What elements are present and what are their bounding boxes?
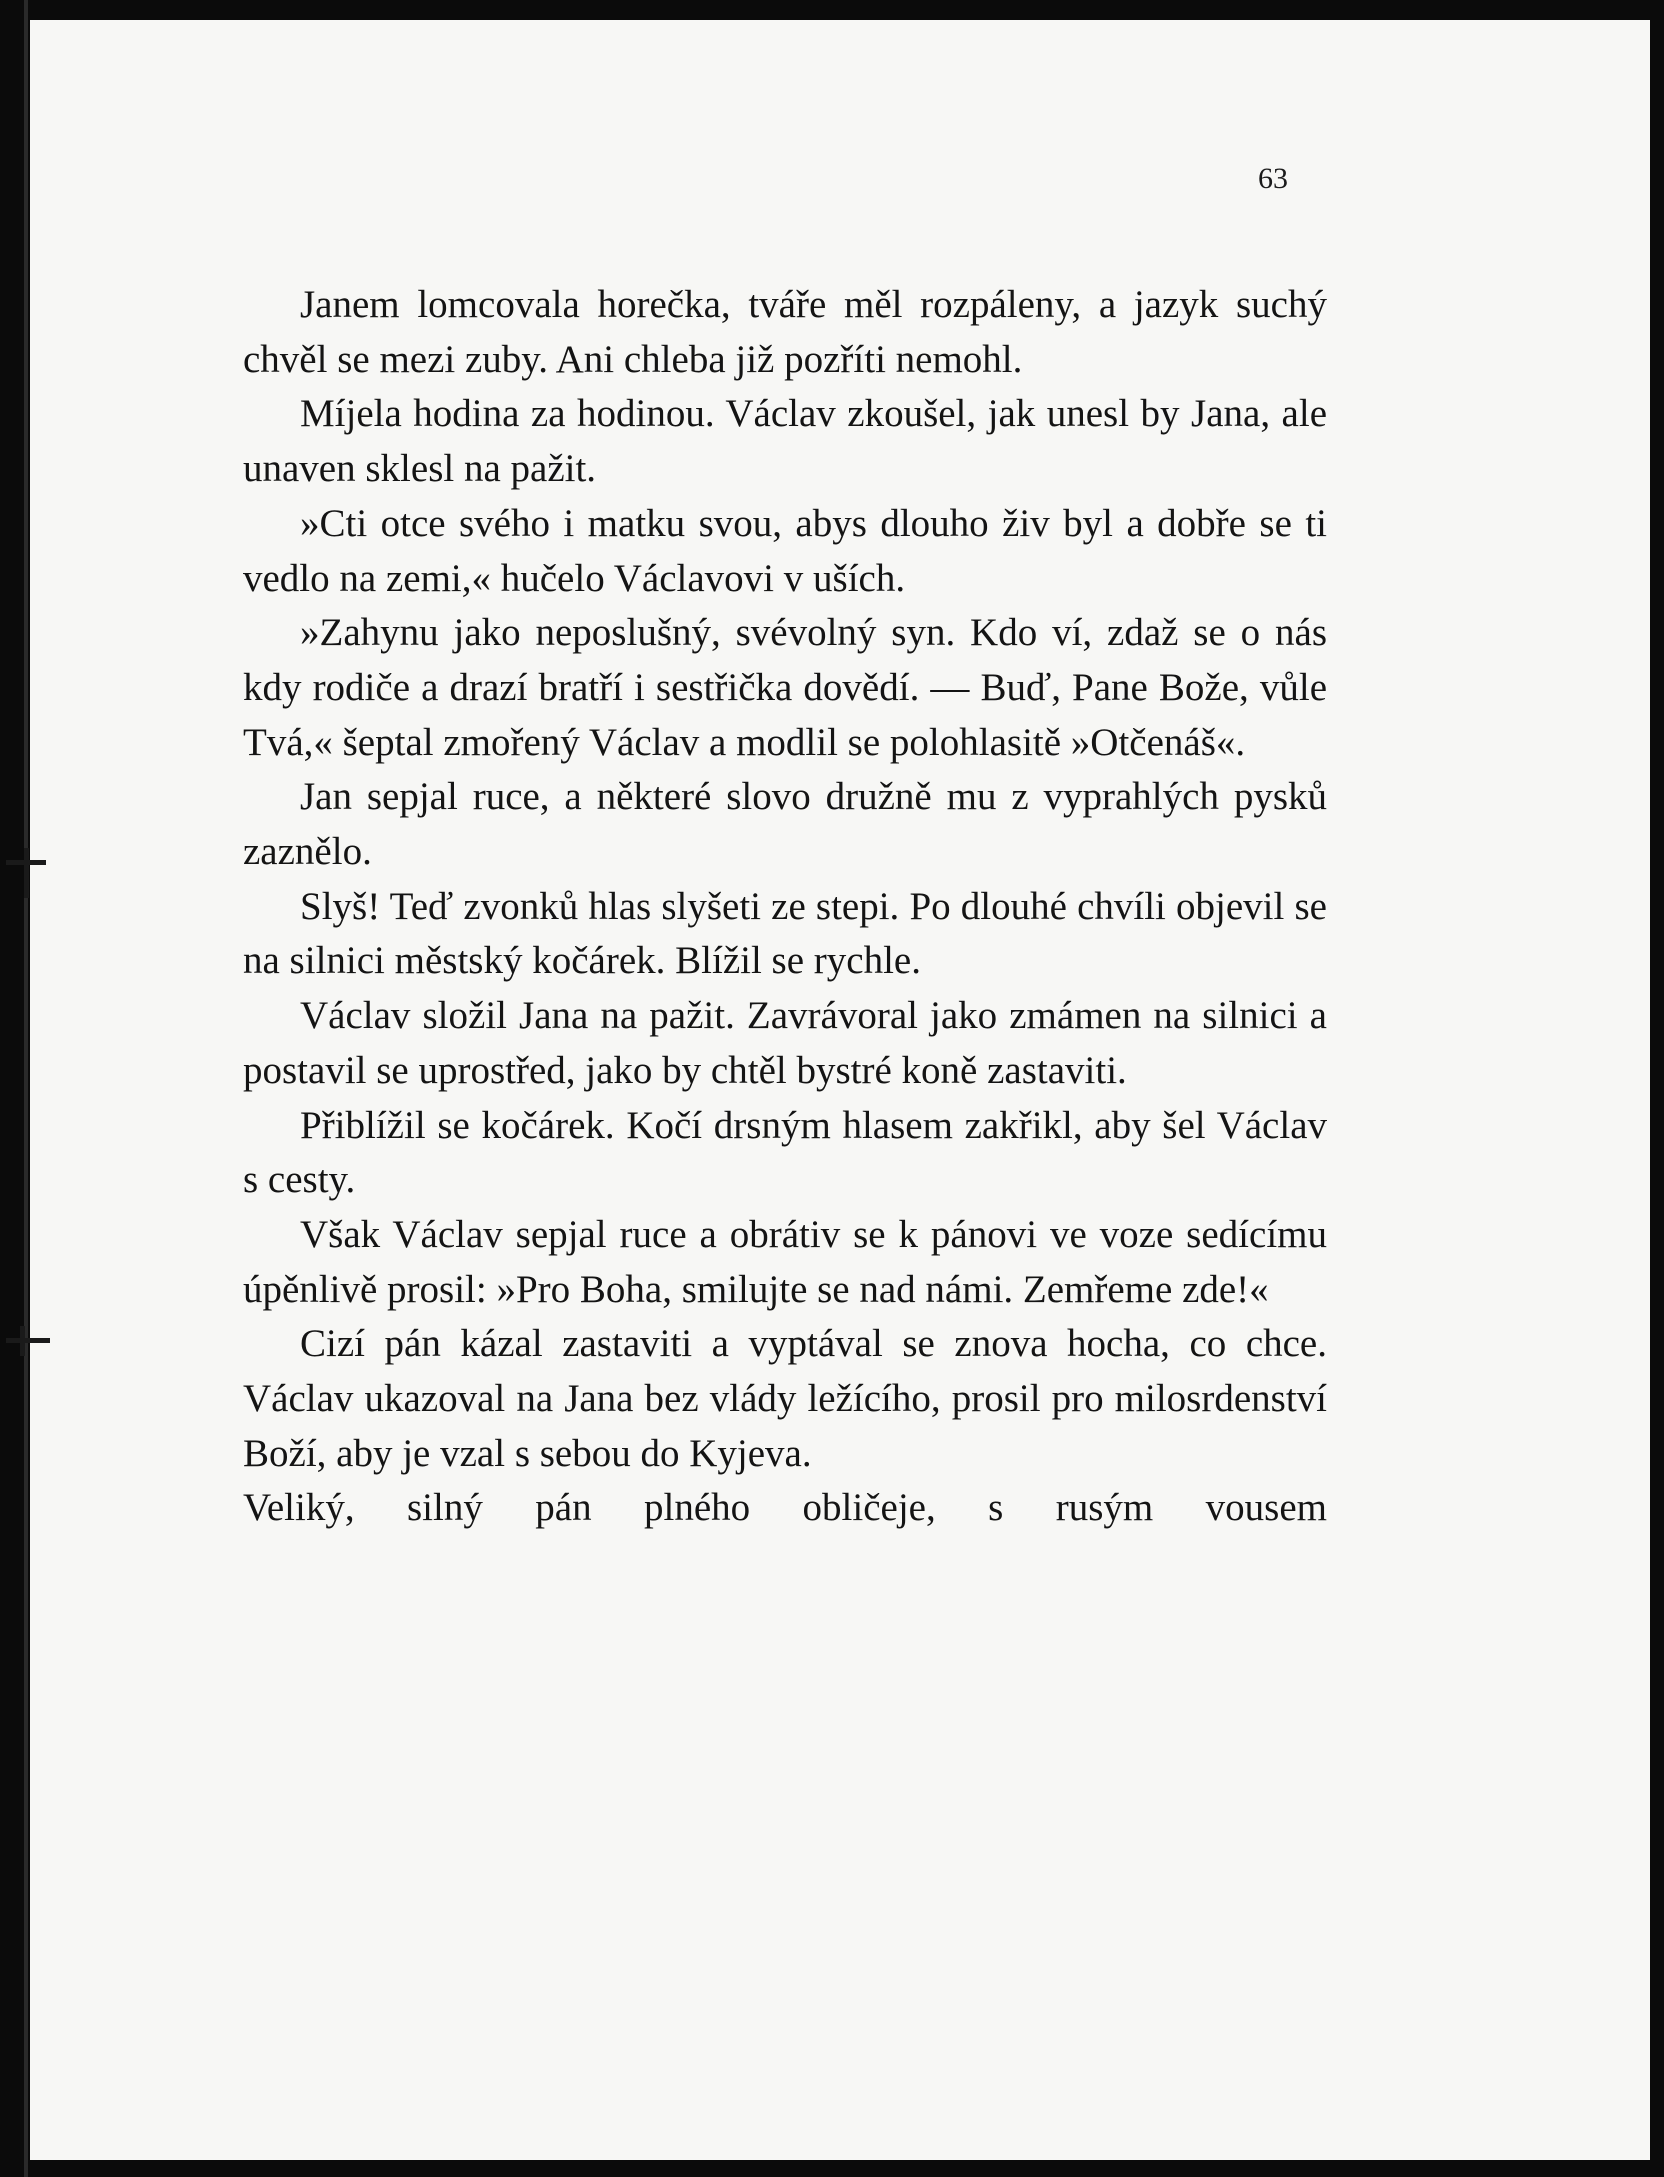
scan-edge <box>24 0 28 2177</box>
paragraph-7: Václav složil Jana na pažit. Zavrávoral jako zmámen na silnici a postavil se uprostřed, jako by chtěl bystré koně zastaviti. <box>243 994 1327 1092</box>
book-page <box>30 20 1650 2160</box>
paragraph-3: »Cti otce svého i matku svou, abys dlouho živ byl a dobře se ti vedlo na zemi,« hučelo Václavovi v uších. <box>243 501 1327 600</box>
margin-mark <box>24 848 29 898</box>
paragraph-8: Přiblížil se kočárek. Kočí drsným hlasem zakřikl, aby šel Václav s cesty. <box>243 1103 1327 1202</box>
margin-mark <box>20 1326 25 1356</box>
paragraph-5: Jan sepjal ruce, a některé slovo družně mu z vyprahlých pysků zaznělo. <box>243 775 1327 874</box>
paragraph-11: Veliký, silný pán plného obličeje, s rusým vousem <box>243 1486 1327 1530</box>
body-text <box>243 278 1327 1536</box>
paragraph-1: Janem lomcovala horečka, tváře měl rozpáleny, a jazyk suchý chvěl se mezi zuby. Ani chleba již pozříti nemohl. <box>243 283 1327 381</box>
paragraph-9: Však Václav sepjal ruce a obrátiv se k pánovi ve voze sedícímu úpěnlivě prosil: »Pro Boha, smilujte se nad námi. Zemřeme zde!« <box>243 1212 1327 1311</box>
paragraph-2: Míjela hodina za hodinou. Václav zkoušel, jak unesl by Jana, ale unaven sklesl na pažit. <box>243 392 1327 491</box>
paragraph-10: Cizí pán kázal zastaviti a vyptával se znova hocha, co chce. Václav ukazoval na Jana bez vlády ležícího, prosil pro milosrdenství Boží, aby je vzal s sebou do Kyjeva. <box>243 1322 1327 1475</box>
paragraph-6: Slyš! Teď zvonků hlas slyšeti ze stepi. Po dlouhé chvíli objevil se na silnici městský kočárek. Blížil se rychle. <box>243 884 1327 983</box>
paragraph-4: »Zahynu jako neposlušný, svévolný syn. Kdo ví, zdaž se o nás kdy rodiče a drazí bratří i sestřička dovědí. — Buď, Pane Bože, vůle Tvá,« šeptal zmořený Václav a modlil se polohlasitě »Otčenáš«. <box>243 611 1327 764</box>
page-number: 63 <box>1258 162 1288 195</box>
margin-mark <box>6 1338 50 1343</box>
